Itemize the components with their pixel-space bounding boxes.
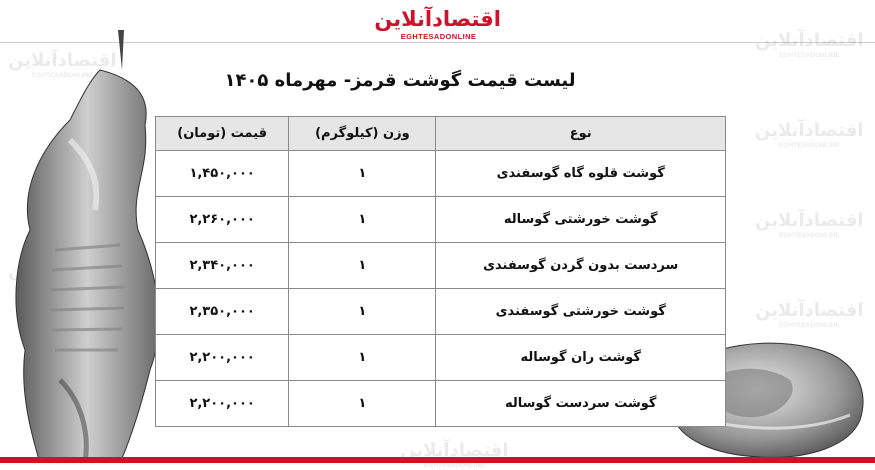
header-type: نوع — [436, 117, 726, 151]
cell-type: گوشت ران گوساله — [436, 335, 726, 381]
page-title: لیست قیمت گوشت قرمز- مهرماه ۱۴۰۵ — [224, 70, 576, 91]
watermark-logo: اقتصادآنلاین EGHTESADONLINE — [8, 50, 117, 79]
cell-price: ۲,۲۰۰,۰۰۰ — [156, 381, 289, 427]
cell-weight: ۱ — [289, 289, 436, 335]
cell-weight: ۱ — [289, 243, 436, 289]
header-weight: وزن (کیلوگرم) — [289, 117, 436, 151]
cell-weight: ۱ — [289, 151, 436, 197]
cell-type: گوشت قلوه گاه گوسفندی — [436, 151, 726, 197]
brand-logo[interactable] — [376, 6, 501, 46]
watermark-logo: اقتصادآنلاین EGHTESADONLINE — [755, 120, 864, 149]
table-row — [156, 243, 726, 289]
price-table — [155, 116, 726, 427]
watermark-logo: اقتصادآنلاین EGHTESADONLINE — [755, 300, 864, 329]
table-row — [156, 289, 726, 335]
cell-type: گوشت سردست گوساله — [436, 381, 726, 427]
cell-weight: ۱ — [289, 335, 436, 381]
table-row — [156, 335, 726, 381]
table-row — [156, 197, 726, 243]
cell-type: سردست بدون گردن گوسفندی — [436, 243, 726, 289]
brand-logo-en: EGHTESADONLINE — [400, 32, 477, 41]
table-row — [156, 151, 726, 197]
cell-price: ۲,۲۰۰,۰۰۰ — [156, 335, 289, 381]
table-row — [156, 381, 726, 427]
cell-weight: ۱ — [289, 381, 436, 427]
bottom-accent-bar — [0, 457, 875, 463]
watermark-logo: اقتصادآنلاین EGHTESADONLINE — [400, 440, 509, 469]
brand-logo-fa: اقتصادآنلاین — [374, 7, 501, 31]
cell-type: گوشت خورشتی گوساله — [436, 197, 726, 243]
watermark-logo: اقتصادآنلاین EGHTESADONLINE — [755, 210, 864, 239]
watermark-logo: اقتصادآنلاین EGHTESADONLINE — [755, 30, 864, 59]
header-price: قیمت (تومان) — [156, 117, 289, 151]
cell-price: ۲,۳۵۰,۰۰۰ — [156, 289, 289, 335]
table-header-row — [156, 117, 726, 151]
cell-price: ۱,۴۵۰,۰۰۰ — [156, 151, 289, 197]
cell-price: ۲,۳۴۰,۰۰۰ — [156, 243, 289, 289]
cell-weight: ۱ — [289, 197, 436, 243]
cell-type: گوشت خورشتی گوسفندی — [436, 289, 726, 335]
cell-price: ۲,۲۶۰,۰۰۰ — [156, 197, 289, 243]
